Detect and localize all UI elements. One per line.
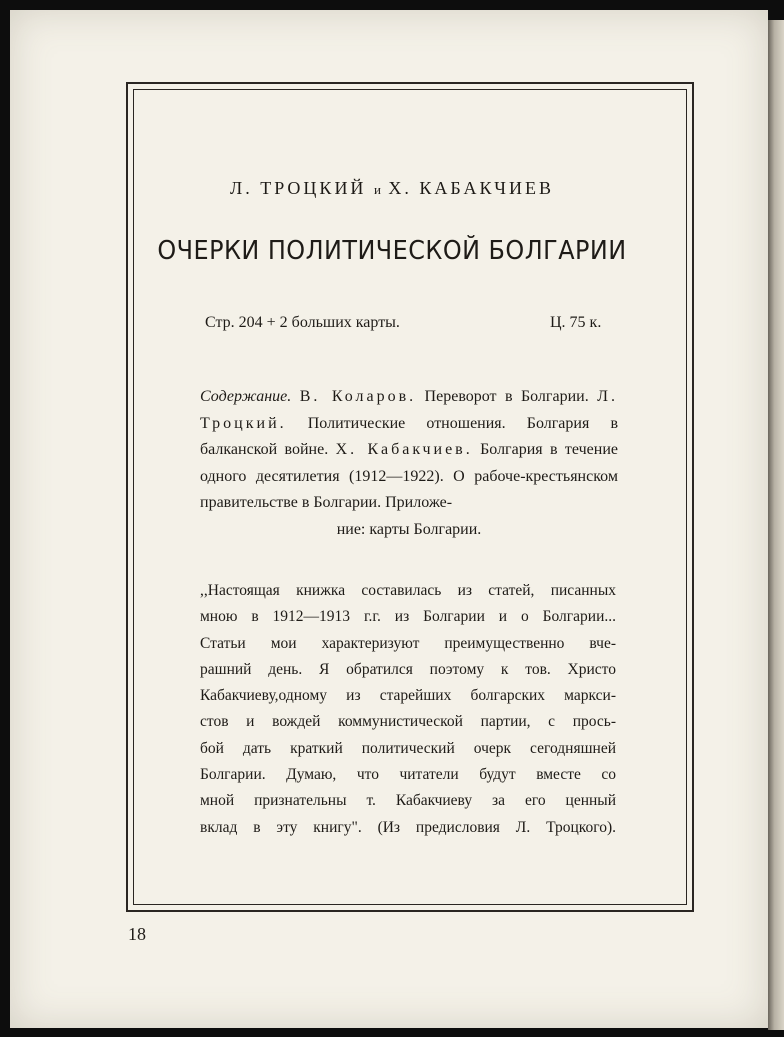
- book-title: ОЧЕРКИ ПОЛИТИЧЕСКОЙ БОЛГАРИИ: [157, 236, 627, 266]
- quote-line: ,,Настоящая книжка составилась из статей, писанных: [200, 582, 616, 599]
- quote-line: Статьи мои характеризуют преимущественно вче-: [200, 634, 616, 652]
- author-kabakchiev: Х. КАБАКЧИЕВ: [388, 178, 554, 198]
- contents-text-4: ние: карты Болгарии.: [336, 520, 482, 538]
- quote-line: стов и вождей коммунистической партии, с прось-: [200, 713, 616, 731]
- preface-quote: [200, 578, 616, 841]
- author-trotsky: Л. ТРОЦКИЙ: [230, 178, 367, 198]
- quote-line: вклад в эту книгу". (Из предисловия Л. Троцкого).: [200, 818, 616, 836]
- page-number: 18: [128, 924, 146, 944]
- quote-line: Болгарии. Думаю, что читатели будут вместе со: [200, 766, 616, 784]
- page-edge: [768, 20, 784, 1030]
- quote-line: мной признательны т. Кабакчиеву за его ценный: [200, 792, 616, 810]
- contents-paragraph: [200, 384, 618, 543]
- quote-line: Кабакчиеву,одному из старейших болгарских маркси-: [200, 687, 616, 705]
- contents-text-3: Болгария в течение одного десятилетия (1912—1922). О рабоче-крестьянском правительстве в Болгарии. Приложе-: [200, 441, 619, 511]
- contents-label: Содержание.: [200, 388, 292, 405]
- quote-line: рашний день. Я обратился поэтому к тов. Христо: [200, 660, 616, 678]
- contents-author-kolarov: В. Коларов.: [299, 388, 417, 405]
- authors-conjunction: и: [373, 182, 381, 197]
- pages-info: Стр. 204 + 2 больших карты.: [205, 314, 400, 331]
- contents-text-1: Переворот в Болгарии.: [416, 388, 598, 405]
- contents-author-kabakchiev: Х. Кабакчиев.: [335, 441, 473, 458]
- contents-author-trotsky: Л. Троцкий.: [200, 388, 618, 432]
- contents-text-2: Политические отношения. Болгария в балканской войне.: [200, 414, 618, 458]
- book-authors: [0, 178, 784, 199]
- price: Ц. 75 к.: [550, 314, 602, 331]
- quote-line: бой дать краткий политический очерк сегодняшней: [200, 739, 616, 757]
- quote-line: мною в 1912—1913 г.г. из Болгарии и о Болгарии...: [200, 608, 616, 626]
